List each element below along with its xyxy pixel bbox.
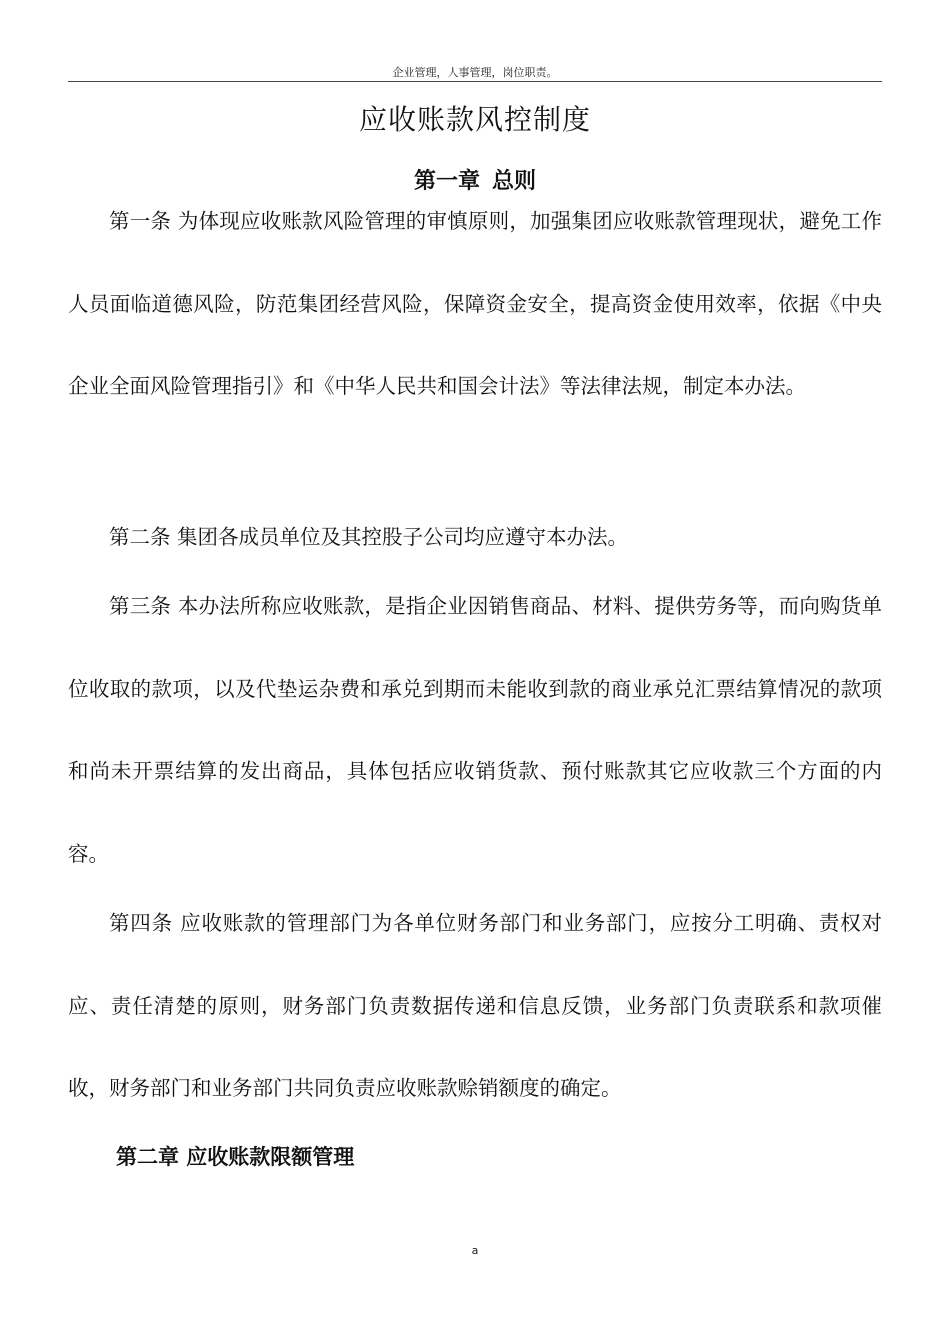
article-3-paragraph: 第三条 本办法所称应收账款，是指企业因销售商品、材料、提供劳务等，而向购货单位收取的款项，以及代垫运杂费和承兑到期而未能收到款的商业承兑汇票结算情况的款项和尚未开票结算的发出商品，具体包括应收销货款、预付账款其它应收款三个方面的内容。 [68, 594, 882, 866]
article-2-paragraph: 第二条 集团各成员单位及其控股子公司均应遵守本办法。 [109, 525, 629, 549]
chapter-1-name: 总则 [492, 168, 537, 194]
header-divider [68, 81, 882, 82]
chapter-1-label: 第一章 [413, 168, 480, 194]
document-title: 应收账款风控制度 [358, 103, 591, 136]
chapter-2-heading: 第二章 应收账款限额管理 [116, 1145, 355, 1169]
article-4-paragraph: 第四条 应收账款的管理部门为各单位财务部门和业务部门，应按分工明确、责权对应、责任清楚的原则，财务部门负责数据传递和信息反馈，业务部门负责联系和款项催收，财务部门和业务部门共同负责应收账款赊销额度的确定。 [68, 911, 882, 1100]
page-footer-marker: a [471, 1244, 479, 1257]
page-header: 企业管理，人事管理，岗位职责。 [392, 66, 558, 79]
article-1-paragraph: 第一条 为体现应收账款风险管理的审慎原则，加强集团应收账款管理现状，避免工作人员面临道德风险，防范集团经营风险，保障资金安全，提高资金使用效率，依据《中央企业全面风险管理指引》和《中华人民共和国会计法》等法律法规，制定本办法。 [68, 209, 882, 398]
